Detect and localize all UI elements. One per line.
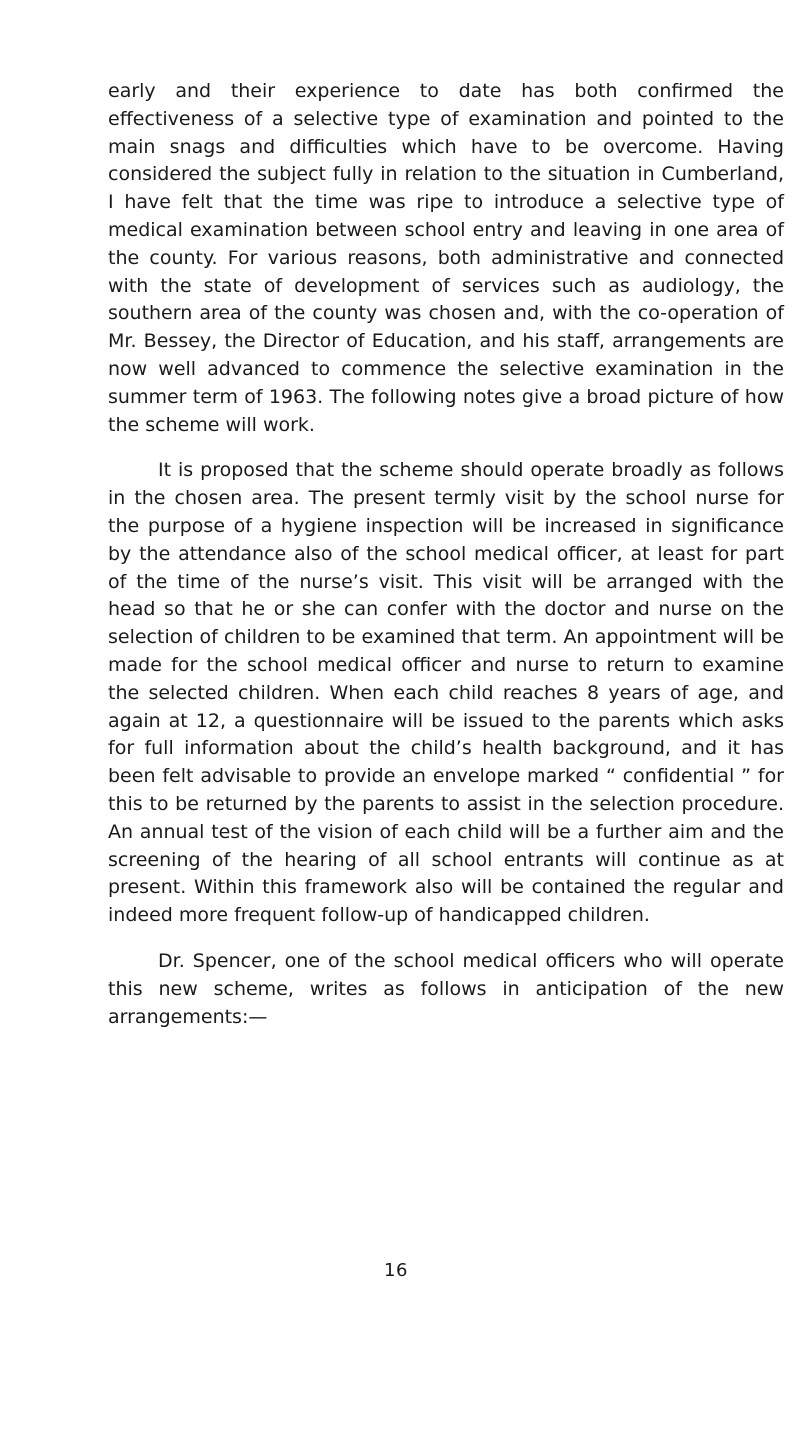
paragraph-scheme-operation: It is proposed that the scheme should operate broadly as follows in the chosen area. The present termly visit by the school nurse for the purpose of a hygiene inspection will be increased in significance by the attendance also of the school medical officer, at least for part of the time of the nurse’s visit. This visit will be arranged with the head so that he or she can confer with the doctor and nurse on the selection of children to be examined that term. An appointment will be made for the school medical officer and nurse to return to examine the selected children. When each child reaches 8 years of age, and again at 12, a questionnaire will be issued to the parents which asks for full information about the child’s health background, and it has been felt advisable to provide an envelope marked “ confidential ” for this to be returned by the parents to assist in the selection procedure. An annual test of the vision of each child will be a further aim and the screening of the hearing of all school entrants will continue as at present. Within this framework also will be contained the regular and indeed more frequent follow-up of handicapped children. [108, 459, 784, 927]
page-number-footer [0, 1259, 800, 1283]
document-page [108, 78, 784, 1031]
page-number: 16 [384, 1260, 408, 1281]
paragraph-selective-examination-intro: early and their experience to date has both confirmed the effectiveness of a selective type of examination and pointed to the main snags and difficulties which have to be overcome. Having considered the subject fully in relation to the situation in Cumberland, I have felt that the time was ripe to introduce a selective type of medical examination between school entry and leaving in one area of the county. For various reasons, both administrative and connected with the state of development of services such as audiology, the southern area of the county was chosen and, with the co-operation of Mr. Bessey, the Director of Education, and his staff, arrangements are now well advanced to commence the selective examination in the summer term of 1963. The following notes give a broad picture of how the scheme will work. [108, 80, 784, 436]
paragraph-dr-spencer: Dr. Spencer, one of the school medical officers who will operate this new scheme, writes as follows in anticipation of the new arrangements:— [108, 949, 784, 1028]
